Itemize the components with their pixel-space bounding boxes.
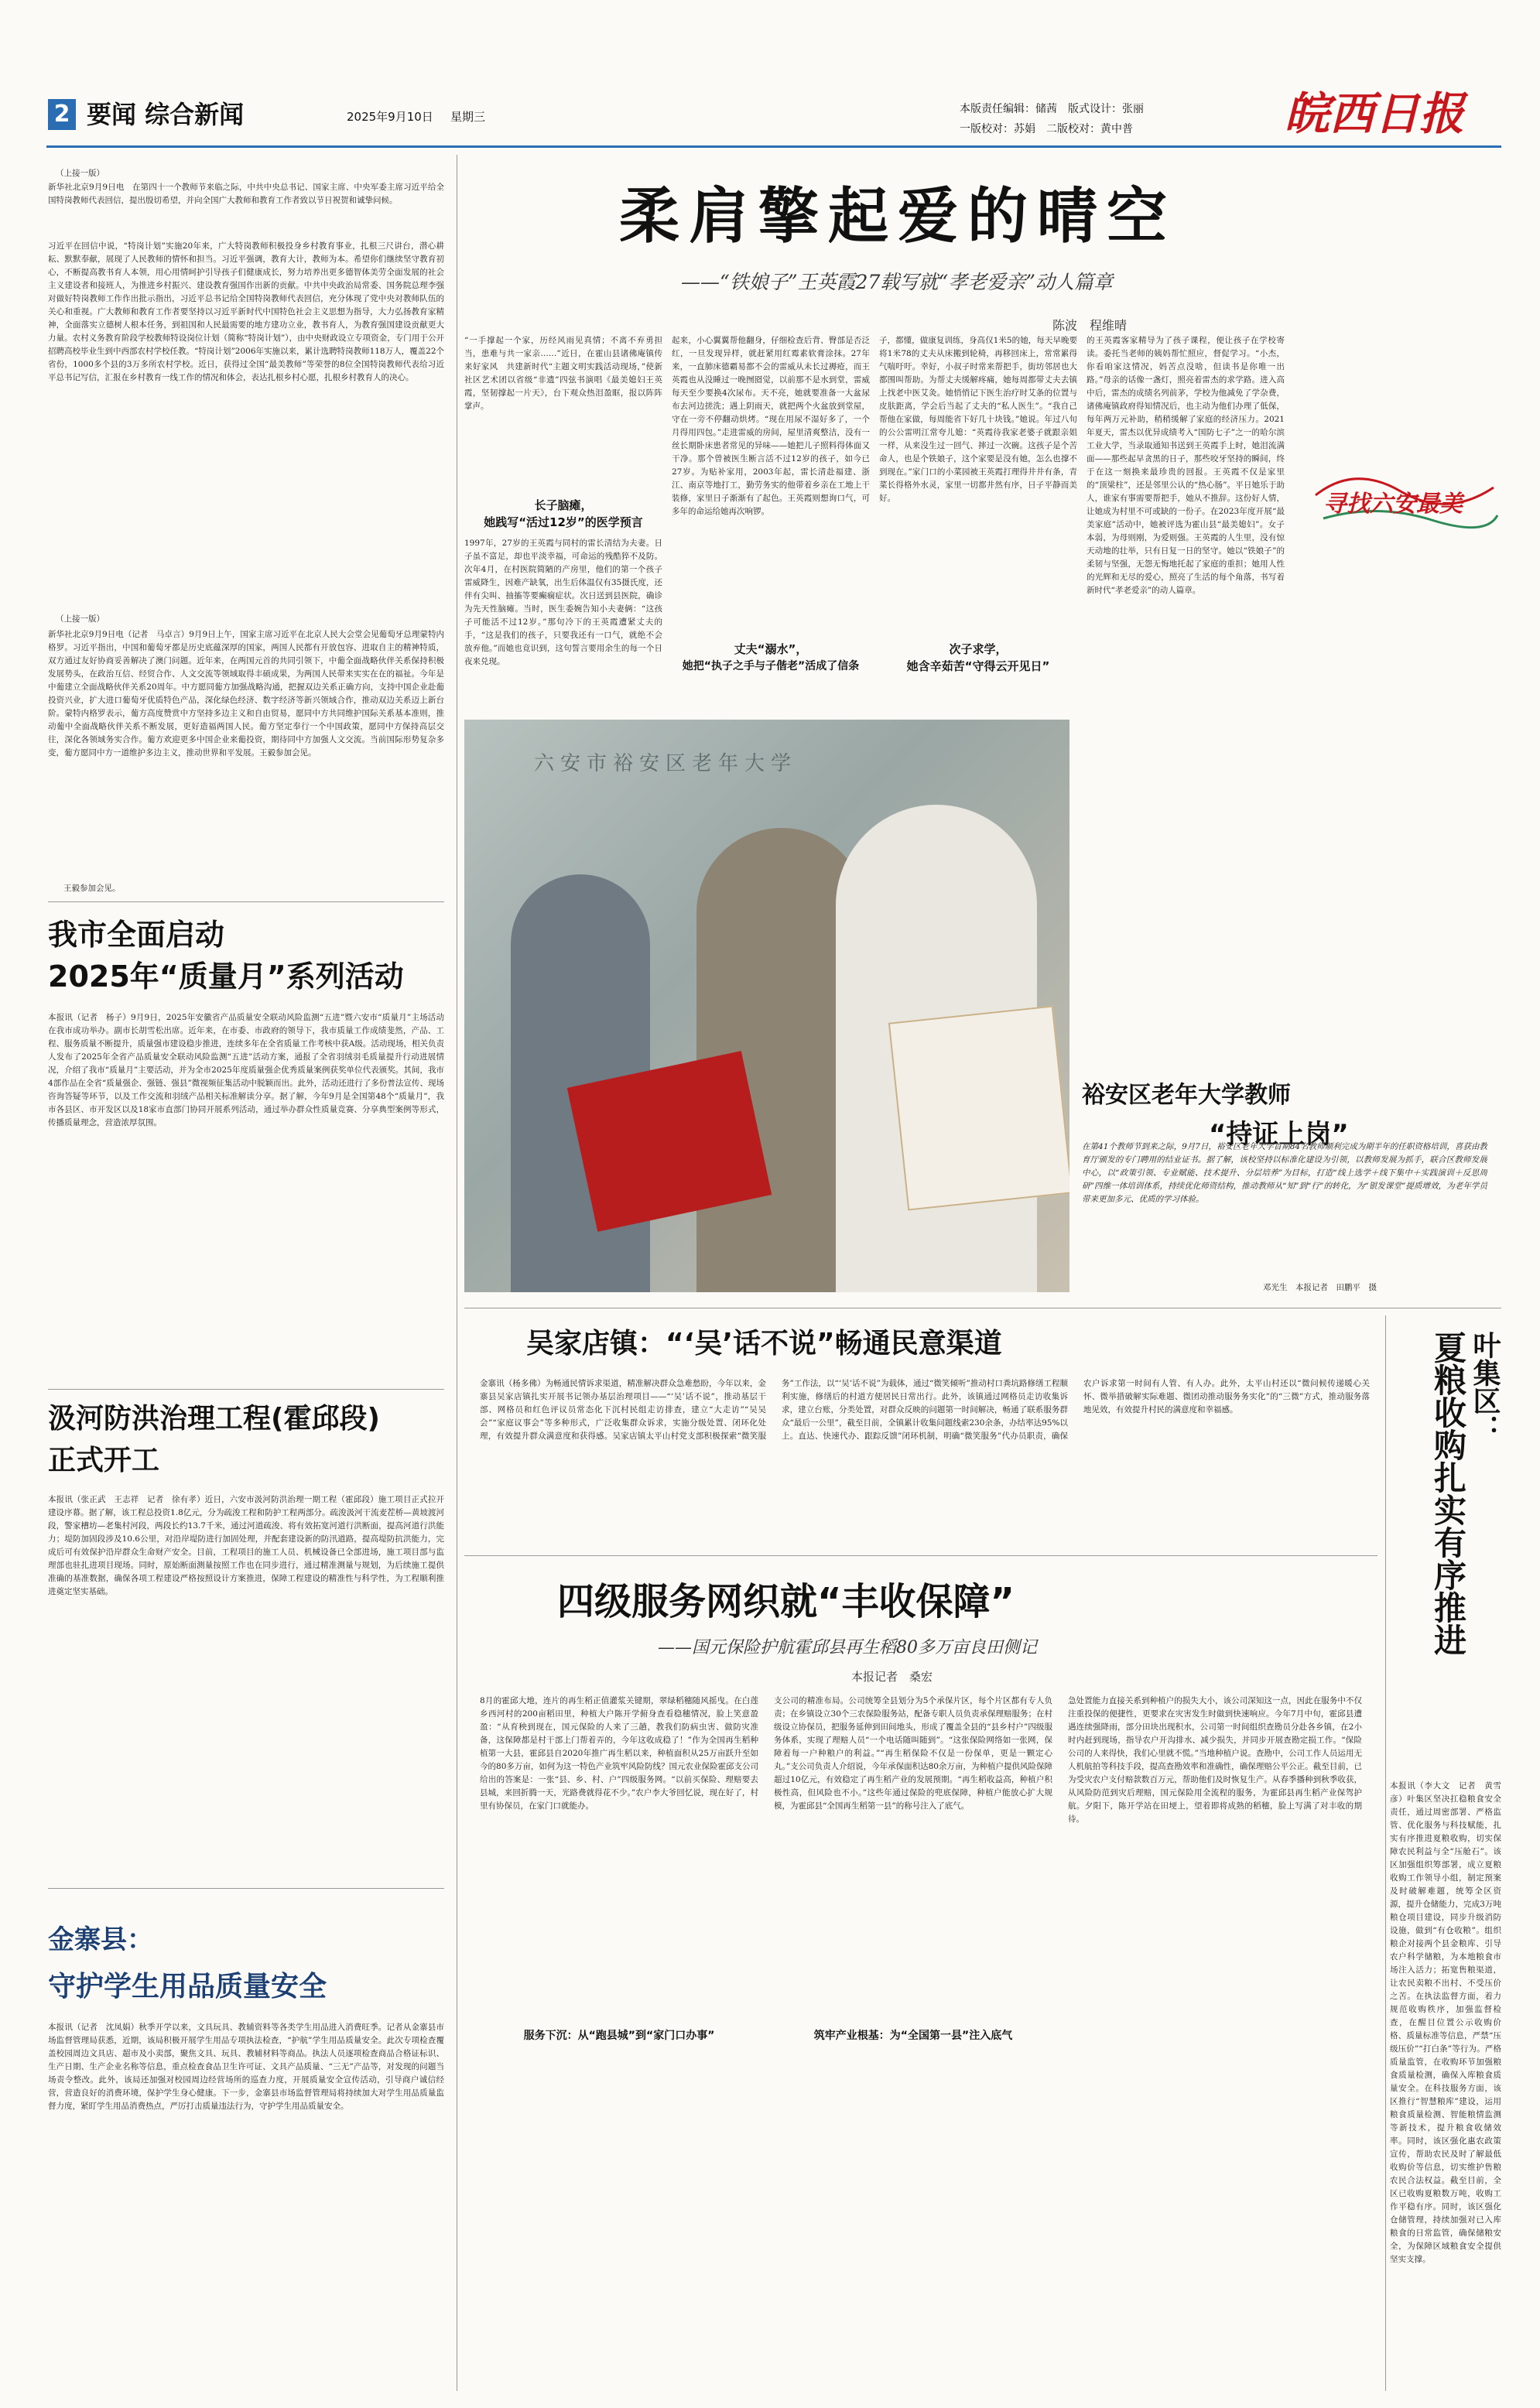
flood-control-story <box>48 1401 444 1880</box>
lead-text-3: 新华社北京9月9日电（记者 马卓言）9月9日上午，国家主席习近平在北京人民大会堂会见葡萄牙总理蒙特内格罗。习近平指出，中国和葡萄牙都是历史底蕴深厚的国家，两国人民都有开放包容、进取自主的精神特质，双方通过友好协商妥善解决了澳门问题。近年来，在两国元首的共同引领下，中葡全面战略伙伴关系保持积极发展势头，在政治互信、经贸合作、人文交流等领域取得丰硕成果，为两国人民带来实实在在的福祉。今年是中葡建立全面战略伙伴关系20周年。中方愿同葡方加强战略沟通，把握双边关系正确方向，支持中国企业赴葡投资兴业，扩大进口葡萄牙优质特色产品，深化绿色经济、数字经济等新兴领域合作，推动双边关系迈上新台阶。蒙特内格罗表示，葡方高度赞赏中方坚持多边主义和自由贸易，愿同中方共同维护国际关系基本准则，推动葡中全面战略伙伴关系不断发展，更好造福两国人民。葡方坚定奉行一个中国政策，愿同中方保持高层交往，深化各领域务实合作。葡方欢迎更多中国企业来葡投资，期待同中方加强人文交流。当前国际形势复杂多变，葡方愿同中方一道维护多边主义，推动世界和平发展。王毅参加会见。 <box>48 630 444 758</box>
find-most-beautiful-text: 寻找六安最美 <box>1323 491 1463 518</box>
photo-title-1: 裕安区老年大学教师 <box>1082 1082 1291 1109</box>
feature-col2-text: 1997年，27岁的王英霞与同村的雷长清结为夫妻。日子虽不富足，却也平淡幸福，可命运的残酷猝不及防。次年4月，在村医院简陋的产房里，他们的第一个孩子雷威降生，因难产缺氧，出生后体温仅有35摄氏度，还伴有尖叫、抽搐等要癫痫症状。次日送到县医院，确诊为先天性脑瘫。当时，医生委婉告知小夫妻俩：“这孩子可能活不过12岁。”那句冷下的王英霞遭紧丈夫的手，“这是我们的孩子，只要我还有一口气，就绝不会放弃他。”而她也竟识到，这句誓言要用余生的每一个日夜来兑现。 <box>464 539 662 666</box>
lead-source-2: （上接一版） <box>56 614 104 624</box>
column-divider <box>1385 1315 1386 2391</box>
feature-subhead-3a: 次子求学， <box>949 642 1008 656</box>
yeji-story <box>1390 1315 1501 2391</box>
masthead <box>0 0 1540 162</box>
insurance-col-2: 支公司的精准布局。公司统筹全县划分为5个承保片区，每个片区都有专人负责；在乡镇设立30个三农保险服务站，配备专职人员负责承保理赔服务；在村级设立协保员，把服务延伸到田间地头，形成了覆盖全县的“县乡村户”四级服务体系，实现了理赔人员“一个电话随叫随到”。“这张保险网络如一张网，保障着每一户种粮户的利益。”“再生稻保险不仅是一份保单，更是一颗定心丸。”支公司负责人介绍说，今年承保面积达80余万亩，为种植户提供风险保障超过10亿元，有效稳定了再生稻产业的发展预期。“再生稻收益高，种植户积极性高，但风险也不小。”这些年通过保险的兜底保障，种植户能放心扩大规模，为霍邱县“全国再生稻第一县”的称号注入了底气。 <box>774 1696 1052 1811</box>
insurance-story <box>464 1563 1377 2391</box>
page-number-badge: 2 <box>48 99 76 130</box>
quality-month-text: 本报讯（记者 杨子）9月9日，2025年安徽省产品质量安全联动风险监测“五进”暨六安市“质量月”主场活动在我市成功举办。副市长胡雪松出席。近年来，在市委、市政府的领导下，我市质量工作成绩斐然，产品、工程、服务质量不断提升，质量强市建设稳步推进，连续多年在全省质量工作考核中获A级。活动现场，相关负责人发布了2025年全省产品质量安全联动风险监测“五进”活动方案，通报了全省羽绒羽毛质量提升行动进展情况，介绍了我市“质量月”主要活动，并为全市2025年度质量强企优秀质量案例获奖单位代表颁奖。其间，我市4部作品在全省“质量强企、强链、强县”微视频征集活动中脱颖而出。此外，活动还进行了多份普法宣传、现场咨询答疑等环节，以及工作交流和羽绒产品相关标准解读分享。据了解，今年9月是全国第48个“质量月”，我市各县区、市开发区以及18家市直部门协同开展系列活动，通过举办群众性质量竞赛、分享典型案例等形式，传播质量理念，营造浓厚氛围。 <box>48 1013 444 1127</box>
feature-subhead-2b: 她把“执子之手与子偕老”活成了信条 <box>682 660 860 672</box>
masthead-rule <box>46 145 1501 148</box>
divider <box>48 1389 444 1390</box>
editors-line-2: 一版校对：苏娟 二版校对：黄中普 <box>960 123 1133 135</box>
feature-subhead-3b: 她含辛茹苦“守得云开见日” <box>906 659 1050 673</box>
wujiadian-headline: 吴家店镇：“‘吴’话不说”畅通民意渠道 <box>526 1328 1002 1360</box>
feature-col-4 <box>879 334 1077 713</box>
feature-subhead-1a: 长子脑瘫， <box>534 498 593 512</box>
quality-month-title-1: 我市全面启动 <box>48 918 225 952</box>
lead-text-2: 习近平在回信中说，“特岗计划”实施20年来，广大特岗教师积极投身乡村教育事业，扎根三尺讲台，潜心耕耘、默默奉献，展现了人民教师的情怀和担当。习近平强调，教育大计，教师为本。希望你们继续坚守教育初心，不断提高教书育人本领，用心用情呵护引导孩子们健康成长，努力培养出更多德智体美劳全面发展的社会主义建设者和接班人，为推进乡村振兴、建设教育强国作出新的贡献。中共中央政治局常委、国务院总理李强对做好特岗教师工作作出批示指出，习近平总书记给全国特岗教师代表回信，充分体现了党中央对教师队伍的关心和重视。广大教师和教育工作者要坚持以习近平新时代中国特色社会主义思想为指导，大力弘扬教育家精神，全面落实立德树人根本任务，到祖国和人民最需要的地方建功立业，教书育人，为教育强国建设贡献更大力量。农村义务教育阶段学校教师特设岗位计划（简称“特岗计划”），由中央财政设立专项资金，专门用于公开招聘高校毕业生到中西部农村学校任教。“特岗计划”2006年实施以来，累计选聘特岗教师118万人，覆盖22个省份，1000多个县的3万多所农村学校。近日，获得过全国“最美教师”等荣誉的8位全国特岗教师代表给习近平总书记写信，汇报在乡村教育一线工作的情况和体会，表达扎根乡村心愿，扎根乡村教育人的决心。 <box>48 241 444 382</box>
feature-col5-text: 的王英霞客家精导为了孩子课程，便让孩子在学校寄读。委托当老师的姨妈帮忙照应，督促学习。“小杰，你看咱家这情况，妈苦点没啥，但读书是你唯一出路。”母亲的话像一盏灯，照亮着雷杰的求学路。进入高中后，雷杰的成绩名列前茅，学校为他减免了学杂费，诸佛庵镇政府得知情况后，也主动为他们办理了低保，每年两万元补助，稍稍缓解了家庭的经济压力。2021年夏天，雷杰以优异成绩考入“国防七子”之一的哈尔滨工业大学，当录取通知书送到王英霞手上时，她泪流满面——那些起早贪黑的日子，那些咬牙坚持的瞬间，终于在这一刻换来最珍贵的回报。王英霞不仅是家里的“顶梁柱”，还是邻里公认的“热心肠”。平日她乐于助人，谁家有事需要帮把手，她从不推辞。这份好人情，让她成为村里不可或缺的一份子。在2023年度开展“最美家庭”活动中，她被评选为霍山县“最美媳妇”。女子本弱，为母则刚，为爱则强。王英霞的人生里，没有惊天动地的壮举，只有日复一日的坚守。她以“铁娘子”的柔韧与坚强，无怨无悔地托起了家庭的重担；她用人性的光辉和无尽的爱心，照亮了生活的每个角落，书写着新时代“孝老爱亲”的动人篇章。 <box>1087 336 1285 595</box>
yeji-title-b: 夏粮收购扎实有序推进 <box>1429 1331 1467 1656</box>
flood-control-title-1: 汲河防洪治理工程(霍邱段) <box>48 1403 380 1435</box>
flood-control-title-2: 正式开工 <box>48 1445 160 1476</box>
lead-source-1: （上接一版） <box>56 169 104 178</box>
insurance-title: 四级服务网织就“丰收保障” <box>557 1580 1015 1623</box>
insurance-col-1: 8月的霍邱大地，连片的再生稻正值灌浆关键期，翠绿稻穗随风摇曳。在白莲乡西河村的200亩稻田里，种植大户陈开学俯身查看稳穗情况，脸上笑意盈盈：“从育秧到现在，国元保险的人来了三趟，教我们防病虫害、做防灾准备，这保障都是村干部上门帮着弄的，今年这收成稳了！”作为全国再生稻种植第一大县，霍邱县自2020年推广再生稻以来，种植面积从25万亩跃升至如今的80多万亩，如何为这一特色产业筑牢风险防线？国元农业保险霍邱支公司给出的答案是：一张“县、乡、村、户”四级服务网。“以前买保险、理赔要去县城，来回折腾一天，光路费就得花不少。”农户李大爷回忆说，现在好了，村里有协保员，在家门口就能办。 <box>480 1696 758 1811</box>
find-most-beautiful-tag <box>1308 449 1501 542</box>
photo-caption: 在第41个教师节到来之际，9月7日，裕安区老年大学首期84名教师顺利完成为期半年的任职资格培训，喜获由教育厅颁发的专门聘用的结业证书。据了解，该校坚持以标准化建设为引领，以教师发展为抓手，联合区教师发展中心，以“政策引领、专业赋能、技术提升、分层培养”为目标，打造“线上选学＋线下集中＋实践演训＋反思周研”四维一体培训体系，持续优化师资结构，推动教师从“知”到“行”的转化，为“银发课堂”提质增效，为老年学员带来更加多元、优质的学习体验。 <box>1082 1142 1487 1204</box>
feature-col3-text: 起来，小心翼翼帮他翻身，仔细检查后背、臀部是否泛红，一旦发现异样，就赶紧用红霉素软膏涂抹。27年来，一直肺床德霸易都不会的雷威从未长过褥疮，而王英霞也从没睡过一晚囫囵觉，以前那不是水到堂，雷威每天至少要换4次尿布。天不亮，她就要准备一大盆尿布去河边搓洗；遇上阴雨天，就把两个火盆放到堂屋，守在一旁不停翻动烘烤。“现在用尿不湿好多了，一个月得用四包。”走进雷威的房间，屋里清爽整洁，没有一丝长期卧床患者常见的异味——她把儿子照料得体面又干净。那个曾被医生断言活不过12岁的孩子，如今已27岁。为贴补家用，2003年起，雷长清赴福建、浙江、南京等地打工，勤劳务实的他带着乡亲在工地上干装修，家里日子渐渐有了起色。王英霞则想询口气，可多年的命运给她再次响锣。 <box>672 336 870 516</box>
quality-month-story <box>48 909 444 1381</box>
issue-weekday: 星期三 <box>450 110 486 124</box>
lead-text-1: 新华社北京9月9日电 在第四十一个教师节来临之际，中共中央总书记、国家主席、中央军委主席习近平给全国特岗教师代表回信，提出殷切希望，并向全国广大教师和教育工作者致以节日祝贺和诚挚问候。 <box>48 183 444 205</box>
divider <box>48 1888 444 1889</box>
feature-subhead-1b: 她践写“活过12岁”的医学预言 <box>484 515 643 529</box>
lead-closing: 王毅参加会见。 <box>63 884 121 893</box>
teachers-photo <box>464 720 1069 1292</box>
jinzhai-text: 本报讯（记者 沈凤娟）秋季开学以来，文具玩具、教辅资料等各类学生用品进入消费旺季。记者从金寨县市场监督管理局获悉，近期，该局积极开展学生用品专项执法检查，“护航”学生用品质量安全。此次专项检查覆盖校园周边文具店、超市及小卖部，聚焦文具、玩具、教辅材料等商品。执法人员逐项检查商品合格证标识、生产日期、生产企业名称等信息，重点检查食品卫生许可证、文具产品质量、“三无”产品等，对发现的问题当场责令整改。此外，该局还加强对校园周边经营场所的巡查力度，开展质量安全宣传活动，引导商户诚信经营，营造良好的消费环境，保护学生身心健康。下一步，金寨县市场监督管理局将持续加大对学生用品质量监督力度，紧盯学生用品消费热点，严厉打击质量违法行为，守护学生用品质量安全。 <box>48 2023 444 2111</box>
open-certificate <box>888 1005 1073 1210</box>
photo-caption-text-box <box>1069 1130 1501 1308</box>
wujiadian-text: 金寨讯（杨多佛）为畅通民情诉求渠道，精准解决群众急难愁盼，今年以来，金寨县吴家店镇扎实开展书记领办基层治理项目——“‘吴’话不说”，推动基层干部、网格员和红色评议员常态化下沉村民组走访排查，建立“大走访”“吴吴会”“家庭议事会”等多种形式，广泛收集群众诉求，实施分级处置、闭环化处理，有效提升群众满意度和获得感。吴家店镇太平山村党支部积极探索“微笑服务”工作法，以“‘吴’话不说”为载体，通过“微笑倾听”推动村口粪坑路修缮工程顺利实施，修缮后的村道方便居民日常出行。此外，该镇通过网格员走访收集诉求，建立台账，分类处置，对群众反映的问题第一时间解决，畅通了联系服务群众“最后一公里”，截至目前，全镇累计收集问题线索230余条，办结率达95%以上。直达、快速代办、跟踪反馈”闭环机制，明确“微笑服务”代办员职责，确保农户诉求第一时间有人管、有人办。此外，太平山村还以“微问候传递暖心关怀、微举措破解实际难题、微团动推动服务务实化”的“三微”方式，推动服务落地见效，有效提升村民的满意度和幸福感。 <box>480 1379 1370 1441</box>
jinzhai-title-2: 守护学生用品质量安全 <box>48 1971 327 2003</box>
jinzhai-story <box>48 1896 444 2391</box>
divider <box>464 1555 1377 1556</box>
editors-line-1: 本版责任编辑：储茜 版式设计：张丽 <box>960 103 1144 115</box>
quality-month-title-2: 2025年“质量月”系列活动 <box>48 959 404 994</box>
issue-date: 2025年9月10日 <box>347 110 433 124</box>
feature-col-5 <box>1087 334 1285 713</box>
feature-col-3 <box>672 334 870 713</box>
insurance-subhead-2: 筑牢产业根基：为“全国第一县”注入底气 <box>813 2030 1013 2042</box>
photo-credit: 邓光生 本报记者 田鹏平 摄 <box>1263 1283 1377 1292</box>
feature-col-2 <box>464 334 662 713</box>
jinzhai-title-1: 金寨县： <box>48 1924 153 1955</box>
insurance-subtitle: ——国元保险护航霍邱县再生稻80多万亩良田侧记 <box>658 1638 1037 1657</box>
feature-col4-text: 子，都懂，做康复训练，身高仅1米5的她，每天早晚要将1米78的丈夫从床搬到轮椅，再移回床上，常常累得气喘吁吁。幸好，小叔子时常来帮把手，街坊邻居也大都围叫帮助。为帮丈夫缓解疼痛，她每周都带丈夫去镇上找老中医艾灸。她悄悄记下医生治疗时艾条的位置与皮肤距离，学会后当起了丈夫的“私人医生”。“我自己帮他在家做，每周能省下好几十块钱。”她说。年过八旬的公公雷明江常夸儿媳：“英霞待我家老婆子就跟亲姐一样，从来没生过一回气、摔过一次碗。这孩子是个苦命人，也是个铁娘子，这个家要是没有她，怎么也撑不到现在。”家门口的小菜园被王英霞打理得井井有条，青菜长得格外水灵，家里一切都井然有序，日子平静而美好。 <box>879 336 1077 503</box>
newspaper-logo: 皖西日报 <box>1285 87 1465 140</box>
insurance-col-3: 急处置能力直接关系到种植户的损失大小，该公司深知这一点，因此在服务中不仅注重投保的便捷性，更要求在灾害发生时做到快速响应。今年7月中旬，霍邱县遭遇连续强降雨，部分田块出现积水，公司第一时间组织查勘员分赴各乡镇，在2小时内赶到现场，指导农户开沟排水、减少损失，并同步开展查勘定损工作。“保险公司的人来得快，我们心里就不慌。”当地种植户说。查勘中，公司工作人员运用无人机航拍等科技手段，提高查勘效率和准确性，确保理赔公平公正。截至目前，已为受灾农户支付赔款数百万元，帮助他们及时恢复生产。从春季播种到秋季收获，从风险防范到灾后理赔，国元保险用全流程的服务，为霍邱县再生稻产业保驾护航。夕阳下，陈开学站在田埂上，望着即将成熟的稻穗，脸上写满了对丰收的期待。 <box>1068 1696 1362 1824</box>
feature-subtitle: ——“铁娘子”王英霞27载写就“孝老爱亲”动人篇章 <box>681 271 1113 293</box>
yeji-text: 本报讯（李大文 记者 黄雪彦）叶集区坚决扛稳粮食安全责任，通过周密部署、严格监管、优化服务与科技赋能，扎实有序推进夏粮收购，切实保障农民利益与全“压舱石”。该区加强组织筹部署，成立夏粮收购工作领导小组，制定预案及时破解难题，统筹全区资源，提升仓储能力，完成3万吨粮仓项目建设，同步升级消防设施，做到“有仓收粮”。组织粮企对接两个县金粮库、引导农户科学储粮，为本地粮食市场注入活力；拓宽售粮渠道，让农民卖粮不出村、不受压价之苦。在执法监督方面，着力规范收购秩序，加强监督检查，在醒目位置公示收购价格、质量标准等信息，严禁“压级压价”“打白条”等行为。严格质量监管，在收购环节加强粮食质量检测，确保入库粮食质量安全。在科技服务方面，该区推行“智慧粮库”建设，运用粮食质量检测、智能粮情监测等新技术，提升粮食收储效率。同时，该区强化惠农政策宣传，帮助农民及时了解最低收购价等信息，切实维护售粮农民合法权益。截至目前，全区已收购夏粮数万吨，收购工作平稳有序。同时，该区强化仓储管理，持续加强对已入库粮食的日常监管，确保储粮安全，为保障区域粮食安全提供坚实支撑。 <box>1390 1781 1501 2264</box>
insurance-subhead-1: 服务下沉：从“跑县城”到“家门口办事” <box>523 2030 715 2042</box>
lead-story <box>48 155 444 898</box>
divider <box>48 901 444 902</box>
insurance-byline: 本报记者 桑宏 <box>851 1670 933 1684</box>
feature-subhead-2a: 丈夫“溺水”， <box>734 642 808 656</box>
flood-control-text: 本报讯（张正武 王志祥 记者 徐有孝）近日，六安市汲河防洪治理一期工程（霍邱段）施工项目正式拉开建设序幕。据了解，该工程总投资1.8亿元，分为疏浚工程和防护工程两部分。疏浚汲河干流麦茬桥—黄坡渡河段，警家槽坊—老集村河段，两段长约13.7千米，通过河道疏浚、将有效拓宽河道行洪断面，提高河道行洪能力；堤防加固段涉及10.6公里，对沿岸堤防进行加固处理，并配套建设新的防汛道路，提高堤防抗洪能力，完成后可有效保护沿岸群众生命财产安全。目前，工程项目的施工人员、机械设备已全部进场，施工项目部与监理部也驻扎进项目现场。同时，原始断面测量按照工作也在同步进行，通过精准测量与规划，为后续施工提供准确的基准数据，确保各项工程建设严格按照设计方案推进，保障工程建设的精准性与科学性，为工程顺利推进奠定坚实基础。 <box>48 1495 444 1596</box>
section-title: 要闻 综合新闻 <box>87 100 245 129</box>
feature-title: 柔肩擎起爱的晴空 <box>619 181 1177 251</box>
photo-title-2: “持证上岗” <box>1209 1119 1349 1150</box>
building-sign: 六安市裕安区老年大学 <box>534 752 798 775</box>
wujiadian-story <box>464 1315 1377 1548</box>
yeji-title-a: 叶集区： <box>1469 1331 1501 1442</box>
feature-byline: 陈波 程维晴 <box>1052 318 1128 333</box>
feature-intro: “一手撑起一个家，历经风雨见真情；不离不弃勇担当，患难与共一家亲……”近日，在霍山县诸佛庵镇传来好家风 共建新时代“主题文明实践活动现场，”使新社区艺术团以省级“非遗”四弦书演唱《最美媳妇王英霞，坚韧撑起一片天》，台下观众热泪盈眶，报以阵阵掌声。 <box>464 336 662 411</box>
